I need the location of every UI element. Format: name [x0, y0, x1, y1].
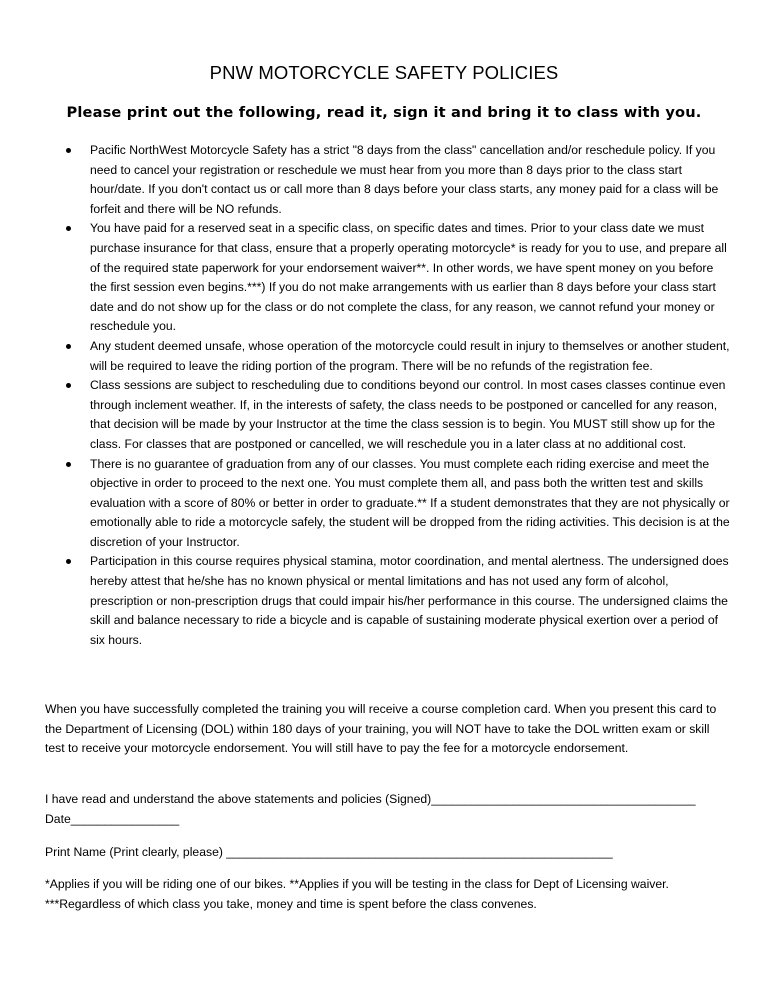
- policy-text: You have paid for a reserved seat in a specific class, on specific dates and times. Prior to your class date we must purchase insurance for that class, ensure that a properly operating motorcycle* is ready for you to use, and prepare all of the required state paperwork for your endorsement waiver**. In other words, we have spent money on you before the first session even begins.***) If you do not make arrangements with us earlier than 8 days before your class start date and do not show up for the class or do not complete the class, for any reason, we cannot refund your money or reschedule you.: [90, 221, 727, 334]
- bullet-icon: [66, 559, 71, 564]
- policy-item-reserved-seat: [62, 219, 730, 337]
- policy-text: Any student deemed unsafe, whose operation of the motorcycle could result in injury to themselves or another student, will be required to leave the riding portion of the program. There will be no refunds of the registration fee.: [90, 338, 730, 373]
- policy-item-unsafe-student: [62, 337, 730, 376]
- policy-item-rescheduling: [62, 376, 730, 454]
- policy-text: Class sessions are subject to rescheduling due to conditions beyond our control. In most cases classes continue even through inclement weather. If, in the interests of safety, the class needs to be postponed or cancelled for any reason, that decision will be made by your Instructor at the time the class session is to begin. You MUST still show up for the class. For classes that are postponed or cancelled, we will reschedule you in a later class at no additional cost.: [90, 378, 726, 451]
- date-line: Date________________: [45, 811, 180, 826]
- bullet-icon: [66, 226, 71, 231]
- bullet-icon: [66, 148, 71, 153]
- signature-line: I have read and understand the above statements and policies (Signed)_______________________________________: [45, 792, 696, 806]
- policy-text: There is no guarantee of graduation from any of our classes. You must complete each riding exercise and meet the objective in order to proceed to the next one. You must complete them all, and pass both the written test and skills evaluation with a score of 80% or better in order to graduate.** If a student demonstrates that they are not physically or emotionally able to ride a motorcycle safely, the student will be dropped from the riding activities. This decision is at the discretion of your Instructor.: [90, 456, 730, 549]
- bullet-icon: [66, 462, 71, 467]
- footnote-2: ***Regardless of which class you take, money and time is spent before the class convenes.: [45, 896, 537, 911]
- print-name-line: Print Name (Print clearly, please) _________________________________________________________: [45, 845, 613, 859]
- page-title: PNW MOTORCYCLE SAFETY POLICIES: [209, 62, 559, 83]
- footnote-1: *Applies if you will be riding one of our bikes. **Applies if you will be testing in the class for Dept of Licensing waiver.: [45, 877, 669, 891]
- policy-item-cancellation: [62, 141, 730, 219]
- footnotes: [45, 875, 730, 914]
- policy-item-graduation: [62, 455, 730, 553]
- bullet-icon: [66, 383, 71, 388]
- policy-item-participation: [62, 552, 730, 650]
- page-subtitle: Please print out the following, read it, sign it and bring it to class with you.: [66, 104, 702, 121]
- signature-block: [45, 790, 730, 829]
- bullet-icon: [66, 344, 71, 349]
- policy-text: Pacific NorthWest Motorcycle Safety has a strict "8 days from the class" cancellation and/or reschedule policy. If you need to cancel your registration or reschedule we must hear from you more than 8 days prior to the class start hour/date. If you don't contact us or call more than 8 days before your class starts, any money paid for a class will be forfeit and there will be NO refunds.: [90, 143, 719, 216]
- completion-paragraph: When you have successfully completed the training you will receive a course completion card. When you present this card to the Department of Licensing (DOL) within 180 days of your training, you will NOT have to take the DOL written exam or skill test to receive your motorcycle endorsement. You will still have to pay the fee for a motorcycle endorsement.: [45, 702, 717, 756]
- policy-text: Participation in this course requires physical stamina, motor coordination, and mental alertness. The undersigned does hereby attest that he/she has no known physical or mental limitations and has not used any form of alcohol, prescription or non-prescription drugs that could impair his/her performance in this course. The undersigned claims the skill and balance necessary to ride a bicycle and is capable of sustaining moderate physical exertion over a period of six hours.: [90, 554, 729, 647]
- policy-list: [62, 141, 730, 650]
